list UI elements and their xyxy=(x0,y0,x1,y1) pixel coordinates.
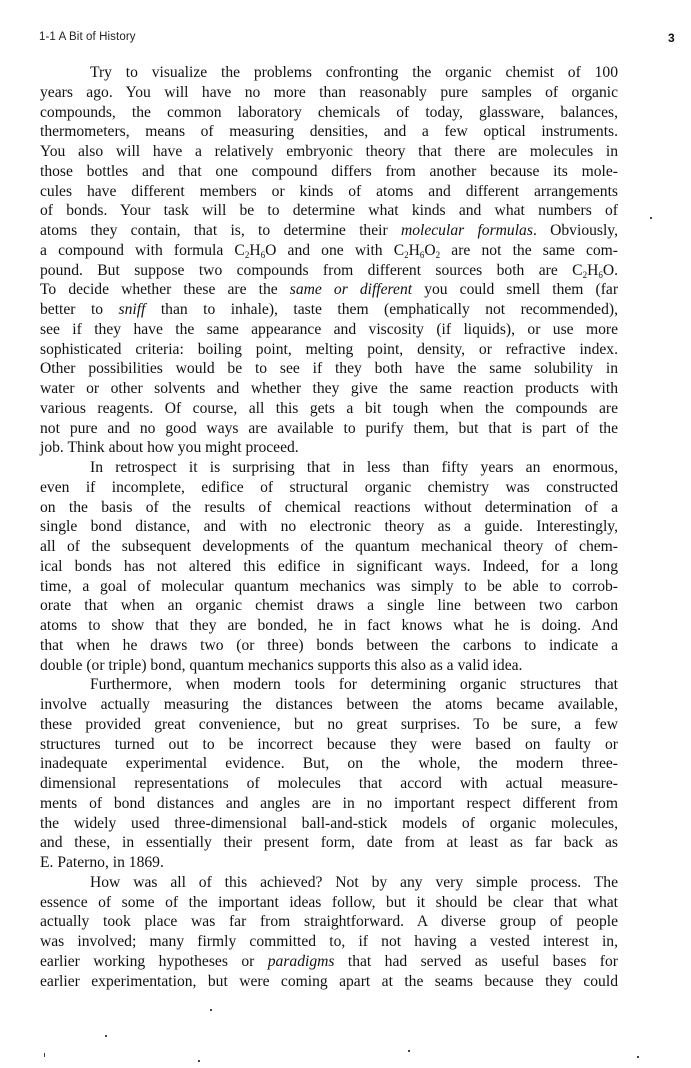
text-line: those bottles and that one compound differs from another because its mole- xyxy=(40,162,618,180)
italic-term: molecular formulas xyxy=(400,222,533,239)
subscript: 2 xyxy=(404,249,409,260)
scan-speck xyxy=(210,1009,212,1011)
text-line: even if incomplete, edifice of structural organic chemistry was constructed xyxy=(40,478,618,496)
subscript: 2 xyxy=(582,269,588,280)
text-line: dimensional representations of molecules that accord with actual measure- xyxy=(40,775,618,792)
subscript: 6 xyxy=(598,269,603,280)
text-line: ments of bond distances and angles are in no important respect different from xyxy=(40,794,618,812)
text-line: In retrospect it is surprising that in less than fifty years an enormous, xyxy=(90,459,618,476)
scan-speck xyxy=(198,1060,200,1062)
text-line: was involved; many firmly committed to, if not having a vested interest in, xyxy=(40,933,618,950)
text-line: essence of some of the important ideas follow, but it should be clear that what xyxy=(40,893,618,911)
text-line: Try to visualize the problems confronting the organic chemist of 100 xyxy=(90,64,618,81)
subscript: 2 xyxy=(244,249,250,260)
text-line: of bonds. Your task will be to determine what kinds and what numbers of xyxy=(40,202,618,220)
text-line: ical bonds has not altered this edifice in significant ways. Indeed, for a long xyxy=(40,557,618,575)
text-line: inadequate experimental evidence. But, on the whole, the modern three- xyxy=(40,755,618,773)
text-line: structures turned out to be incorrect because they were based on faulty or xyxy=(40,735,618,753)
running-head: 1-1 A Bit of History xyxy=(39,31,136,43)
scan-speck xyxy=(105,1035,107,1037)
text-line: job. Think about how you might proceed. xyxy=(40,439,299,457)
text-line: orate that when an organic chemist draws a single line between two carbon xyxy=(40,597,618,615)
body-text xyxy=(40,63,618,991)
scan-speck xyxy=(637,1056,639,1058)
scan-speck xyxy=(408,1050,410,1052)
text-line: see if they have the same appearance and viscosity (if liquids), or use more xyxy=(40,320,618,338)
text-line: on the basis of the results of chemical reactions without determination of a xyxy=(40,498,618,516)
text-line: all of the subsequent developments of the quantum mechanical theory of chem- xyxy=(40,538,618,555)
text-line: time, a goal of molecular quantum mechanics was simply to be able to corrob- xyxy=(40,577,618,595)
scan-speck xyxy=(44,1053,45,1057)
subscript: 6 xyxy=(419,249,425,260)
text-line: You also will have a relatively embryonic theory that there are molecules in xyxy=(40,143,618,160)
text-line: that when he draws two (or three) bonds between the carbons to indicate a xyxy=(40,636,618,654)
text-line: cules have different members or kinds of atoms and different arrangements xyxy=(40,182,618,200)
text-line: pound. But suppose two compounds from different sources both are $C_2H_6O$. xyxy=(40,261,618,280)
page-number: 3 xyxy=(668,31,675,45)
italic-term: sniff xyxy=(118,301,146,318)
text-line: earlier working hypotheses or paradigms that had served as useful bases for xyxy=(40,952,618,970)
text-line: To decide whether these are the same or different you could smell them (far xyxy=(40,281,619,299)
text-line: sophisticated criteria: boiling point, melting point, density, or refractive index. xyxy=(40,340,618,358)
text-line: E. Paterno, in 1869. xyxy=(40,854,164,871)
text-line: various reagents. Of course, all this gets a bit tough when the compounds are xyxy=(40,399,618,417)
text-line: compounds, the common laboratory chemicals of today, glassware, balances, xyxy=(40,103,618,121)
text-line: years ago. You will have no more than reasonably pure samples of organic xyxy=(40,83,618,101)
italic-term: paradigms xyxy=(267,952,335,970)
text-line: involve actually measuring the distances between the atoms became available, xyxy=(40,696,618,713)
scan-speck xyxy=(650,217,652,219)
subscript: 6 xyxy=(260,249,266,260)
italic-term: same or different xyxy=(289,281,413,299)
subscript: 2 xyxy=(435,249,441,260)
text-line: better to sniff than to inhale), taste them (emphatically not recommended), xyxy=(40,301,618,318)
text-line: Other possibilities would be to see if they both have the same solubility in xyxy=(40,360,618,378)
text-line: actually took place was far from straightforward. A diverse group of people xyxy=(40,913,618,931)
text-line: not pure and no good ways are available to purify them, but that is part of the xyxy=(40,419,618,437)
text-line: and these, in essentially their present form, date from at least as far back as xyxy=(40,834,618,852)
text-line: Furthermore, when modern tools for determining organic structures that xyxy=(90,676,618,694)
text-line: a compound with formula $C_2H_6O$ and one with $C_2H_6O_2$ are not the same com- xyxy=(40,241,618,260)
text-line: thermometers, means of measuring densities, and a few optical instruments. xyxy=(40,123,618,141)
text-line: How was all of this achieved? Not by any very simple process. The xyxy=(90,873,618,891)
text-line: water or other solvents and whether they give the same reaction products with xyxy=(40,380,618,397)
text-line: earlier experimentation, but were coming apart at the seams because they could xyxy=(40,972,618,990)
text-line: the widely used three-dimensional ball-and-stick models of organic molecules, xyxy=(40,814,618,832)
text-line: atoms to show that they are bonded, he in fact knows what he is doing. And xyxy=(40,617,618,634)
text-line: double (or triple) bond, quantum mechanics supports this also as a valid idea. xyxy=(40,656,523,674)
text-line: these provided great convenience, but no great surprises. To be sure, a few xyxy=(40,715,618,733)
text-line: atoms they contain, that is, to determine their molecular formulas. Obviously, xyxy=(40,222,618,239)
text-line: single bond distance, and with no electronic theory as a guide. Interestingly, xyxy=(40,518,618,536)
